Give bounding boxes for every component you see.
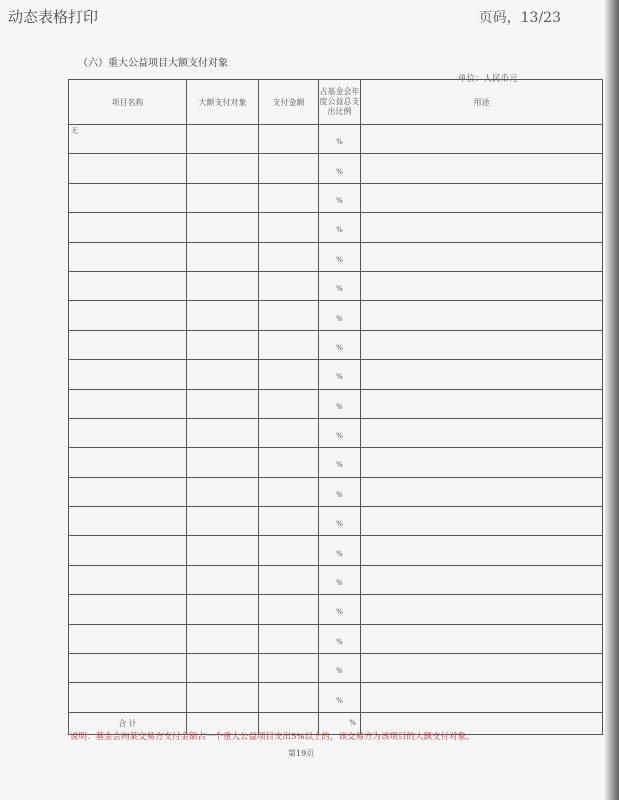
table-row [69,271,603,300]
table-body [69,125,603,713]
row-amount [259,301,319,330]
row-payee [187,271,259,300]
row-project-name [69,389,187,418]
header-purpose: 用途 [361,80,603,125]
row-payee [187,418,259,447]
row-amount [259,595,319,624]
row-amount [259,125,319,154]
table-row [69,301,603,330]
row-amount [259,360,319,389]
row-amount [259,389,319,418]
row-ratio: % [319,271,361,300]
row-amount [259,183,319,212]
row-purpose [361,360,603,389]
row-purpose [361,213,603,242]
table-row [69,330,603,359]
row-purpose [361,418,603,447]
table-row [69,565,603,594]
row-amount [259,271,319,300]
row-payee [187,624,259,653]
row-ratio: % [319,595,361,624]
row-purpose [361,507,603,536]
row-project-name [69,654,187,683]
row-ratio: % [319,654,361,683]
row-purpose [361,477,603,506]
table-row [69,654,603,683]
row-amount [259,477,319,506]
row-amount [259,683,319,712]
row-ratio: % [319,418,361,447]
row-project-name [69,683,187,712]
row-amount [259,154,319,183]
row-amount [259,624,319,653]
row-project-name [69,624,187,653]
row-amount [259,654,319,683]
page-number: 第19页 [288,749,315,758]
row-amount [259,330,319,359]
section-title: （六）重大公益项目大额支付对象 [78,58,228,69]
table-row [69,242,603,271]
row-project-name [69,213,187,242]
table-header-row [69,80,603,125]
row-ratio: % [319,125,361,154]
row-amount [259,507,319,536]
row-purpose [361,330,603,359]
table-row [69,389,603,418]
row-ratio: % [319,213,361,242]
row-purpose [361,154,603,183]
row-amount [259,242,319,271]
row-project-name [69,154,187,183]
table-row [69,624,603,653]
row-ratio: % [319,683,361,712]
table-row [69,154,603,183]
row-amount [259,213,319,242]
row-project-name [69,448,187,477]
row-ratio: % [319,477,361,506]
header-payee: 大额支付对象 [187,80,259,125]
row-payee [187,536,259,565]
table-row [69,360,603,389]
row-amount [259,536,319,565]
row-ratio: % [319,536,361,565]
row-purpose [361,183,603,212]
row-ratio: % [319,301,361,330]
row-amount [259,418,319,447]
row-purpose [361,624,603,653]
row-payee [187,213,259,242]
row-project-name [69,507,187,536]
payment-table [68,79,603,735]
row-payee [187,301,259,330]
row-project-name [69,565,187,594]
row-payee [187,595,259,624]
row-payee [187,683,259,712]
row-ratio: % [319,330,361,359]
table-row [69,536,603,565]
row-payee [187,183,259,212]
table-row [69,183,603,212]
row-project-name [69,360,187,389]
row-payee [187,507,259,536]
row-payee [187,389,259,418]
header-ratio: 占基金会年度公益总支出比例 [319,80,361,125]
row-ratio: % [319,154,361,183]
row-ratio: % [319,507,361,536]
header-project-name: 项目名称 [69,80,187,125]
row-project-name [69,536,187,565]
footnote: 说明：基金会向某交易方支付金额占一个重大公益项目支出5%以上的，该交易方为该项目的大额支付对象。 [70,732,475,742]
row-ratio: % [319,565,361,594]
table-row [69,477,603,506]
row-purpose [361,536,603,565]
row-amount [259,448,319,477]
row-purpose [361,595,603,624]
row-project-name: 无 [69,125,187,154]
row-project-name [69,330,187,359]
row-project-name [69,242,187,271]
row-ratio: % [319,360,361,389]
row-purpose [361,242,603,271]
row-project-name [69,183,187,212]
row-ratio: % [319,389,361,418]
total-pct: % [319,712,361,734]
table-row [69,448,603,477]
row-project-name [69,301,187,330]
total-label: 合 计 [69,712,187,734]
row-purpose [361,271,603,300]
scan-edge [605,0,619,800]
table-row [69,507,603,536]
row-purpose [361,125,603,154]
table-row [69,595,603,624]
row-payee [187,565,259,594]
row-ratio: % [319,624,361,653]
print-title: 动态表格打印 [8,8,99,26]
row-payee [187,242,259,271]
row-purpose [361,565,603,594]
row-project-name [69,477,187,506]
row-amount [259,565,319,594]
row-payee [187,448,259,477]
row-payee [187,477,259,506]
row-ratio: % [319,242,361,271]
header-amount: 支付金额 [259,80,319,125]
row-purpose [361,654,603,683]
page-indicator: 页码，13/23 [478,10,561,26]
row-payee [187,330,259,359]
table-row [69,683,603,712]
row-project-name [69,418,187,447]
row-ratio: % [319,448,361,477]
row-payee [187,154,259,183]
row-purpose [361,301,603,330]
row-payee [187,360,259,389]
row-purpose [361,448,603,477]
table-row [69,125,603,154]
row-purpose [361,389,603,418]
row-payee [187,125,259,154]
row-project-name [69,271,187,300]
table-row [69,418,603,447]
row-ratio: % [319,183,361,212]
row-purpose [361,683,603,712]
row-payee [187,654,259,683]
table-row [69,213,603,242]
unit-label: 单位：人民币元 [458,74,518,84]
row-project-name [69,595,187,624]
